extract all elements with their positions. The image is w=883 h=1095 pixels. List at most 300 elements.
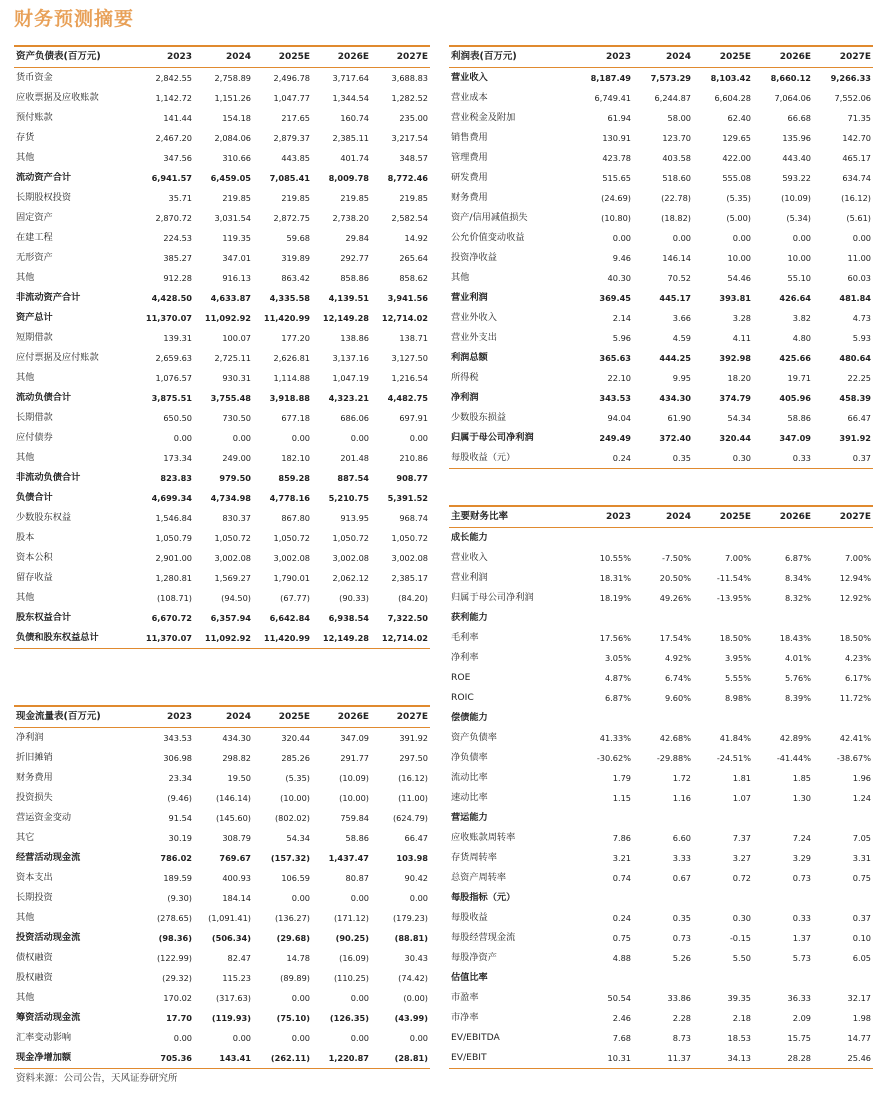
row-value: 385.27	[163, 253, 192, 263]
row-value: 2,385.11	[332, 133, 369, 143]
row-value: 0.30	[732, 913, 751, 923]
row-value: 7.05	[852, 833, 871, 843]
table-row	[14, 128, 430, 148]
row-value: 365.63	[599, 353, 631, 363]
row-value: 71.35	[847, 113, 871, 123]
row-value: 177.20	[281, 333, 310, 343]
row-value: 0.24	[612, 913, 631, 923]
table-header	[449, 506, 873, 528]
row-value: 1,344.54	[332, 93, 369, 103]
table-row	[14, 768, 430, 788]
row-value	[753, 888, 813, 908]
header-year: 2025E	[253, 706, 312, 728]
row-value: 374.79	[719, 393, 751, 403]
row-value: 1,050.79	[155, 533, 192, 543]
row-value: 4,633.87	[210, 293, 251, 303]
row-label: 财务费用	[16, 772, 53, 783]
row-value: 0.75	[852, 873, 871, 883]
row-value: 2,385.17	[391, 573, 428, 583]
row-value: 308.79	[222, 833, 251, 843]
row-value: 2,901.00	[155, 553, 192, 563]
row-label: 净利润	[451, 392, 479, 403]
row-value: (24.69)	[601, 193, 631, 203]
row-label: 资产总计	[16, 312, 53, 323]
row-value: 11,420.99	[263, 313, 310, 323]
row-value: 4.01%	[784, 653, 811, 663]
table-row	[14, 428, 430, 448]
row-value: 23.34	[168, 773, 192, 783]
table-row	[449, 1048, 873, 1069]
table-row	[14, 228, 430, 248]
row-value: -0.15	[729, 933, 751, 943]
source-note: 资料来源：公司公告，天风证券研究所	[16, 1073, 178, 1084]
row-label: 营业利润	[451, 572, 488, 583]
header-title: 利润表(百万元)	[449, 46, 573, 68]
table-row	[449, 948, 873, 968]
row-value: 41.84%	[719, 733, 751, 743]
header-year: 2023	[135, 706, 194, 728]
row-value: 182.10	[281, 453, 310, 463]
row-value: 3.66	[672, 313, 691, 323]
row-value: 3.33	[672, 853, 691, 863]
row-value: (146.14)	[215, 793, 251, 803]
row-value: 908.77	[396, 473, 428, 483]
row-value: 12.92%	[839, 593, 871, 603]
row-label: 每股指标（元）	[451, 892, 516, 903]
row-value: 160.74	[340, 113, 369, 123]
row-value: 393.81	[719, 293, 751, 303]
row-value: 8.73	[672, 1033, 691, 1043]
row-value: 30.43	[404, 953, 428, 963]
row-value: (89.89)	[280, 973, 310, 983]
row-value: 3,755.48	[210, 393, 251, 403]
row-value: (98.36)	[158, 933, 192, 943]
table-row	[449, 928, 873, 948]
row-value: 54.34	[286, 833, 310, 843]
table-row	[449, 828, 873, 848]
row-value: 12.94%	[839, 573, 871, 583]
row-value: 5,210.75	[328, 493, 369, 503]
row-value: 2,084.06	[214, 133, 251, 143]
row-value: 444.25	[659, 353, 691, 363]
table-row	[14, 308, 430, 328]
row-value: 0.35	[633, 448, 693, 469]
header-year: 2026E	[312, 46, 371, 68]
row-value: 6,357.94	[210, 613, 251, 623]
row-value: 1,546.84	[155, 513, 192, 523]
row-value: (9.46)	[167, 793, 192, 803]
row-value: 4,428.50	[151, 293, 192, 303]
row-value: 90.42	[404, 873, 428, 883]
row-value: 34.13	[693, 1048, 753, 1069]
row-value: 2,062.12	[332, 573, 369, 583]
row-value: 8.32%	[784, 593, 811, 603]
row-value: 1,050.72	[391, 533, 428, 543]
table-row	[449, 168, 873, 188]
row-value	[813, 968, 873, 988]
row-label: 固定资产	[16, 212, 53, 223]
row-value: 8,772.46	[387, 173, 428, 183]
row-label: 每股经营现金流	[451, 932, 516, 943]
row-value: 103.98	[396, 853, 428, 863]
row-value: 130.91	[602, 133, 631, 143]
table-row	[14, 848, 430, 868]
table-row	[449, 188, 873, 208]
row-value	[633, 708, 693, 728]
row-label: EV/EBIT	[449, 1048, 573, 1069]
row-value: 7.68	[612, 1033, 631, 1043]
row-value: 11.37	[633, 1048, 693, 1069]
row-value: 3.28	[732, 313, 751, 323]
row-value: 1.98	[852, 1013, 871, 1023]
row-label: 货币资金	[16, 72, 53, 83]
row-value: 4,482.75	[387, 393, 428, 403]
row-value: 593.22	[782, 173, 811, 183]
row-value: 7.00%	[844, 553, 871, 563]
row-value	[693, 888, 753, 908]
row-value: 423.78	[602, 153, 631, 163]
row-value: 184.14	[222, 893, 251, 903]
row-value: 7,064.06	[774, 93, 811, 103]
row-value: 443.40	[782, 153, 811, 163]
row-value: 249.00	[222, 453, 251, 463]
row-value: 1.30	[792, 793, 811, 803]
table-row	[14, 988, 430, 1008]
row-value: 10.00	[727, 253, 751, 263]
row-value: 823.83	[160, 473, 192, 483]
row-label: 归属于母公司净利润	[451, 592, 534, 603]
row-value: 4.23%	[844, 653, 871, 663]
row-label: 营业收入	[451, 72, 488, 83]
row-label: 长期股权投资	[16, 192, 72, 203]
row-value: (16.12)	[398, 773, 428, 783]
row-value: 4.92%	[664, 653, 691, 663]
row-value: 1,280.81	[155, 573, 192, 583]
row-value: 1,050.72	[214, 533, 251, 543]
row-value: 1.81	[732, 773, 751, 783]
row-label: 管理费用	[451, 152, 488, 163]
row-value: 1.24	[852, 793, 871, 803]
row-value	[813, 888, 873, 908]
table-row	[14, 348, 430, 368]
row-value: 297.50	[399, 753, 428, 763]
row-value: (145.60)	[215, 813, 251, 823]
row-value: 42.41%	[839, 733, 871, 743]
row-value: 0.00	[232, 1033, 251, 1043]
row-value: 1,437.47	[328, 853, 369, 863]
table-row	[14, 1028, 430, 1048]
row-value: 769.67	[219, 853, 251, 863]
row-value: 347.09	[340, 733, 369, 743]
row-value: 6,941.57	[151, 173, 192, 183]
table-row	[449, 968, 873, 988]
row-value: 0.30	[693, 448, 753, 469]
table-row	[14, 608, 430, 628]
row-value: 6.74%	[664, 673, 691, 683]
table-row	[449, 208, 873, 228]
table-row	[449, 688, 873, 708]
row-label: 应收账款周转率	[451, 832, 516, 843]
row-value: 705.36	[135, 1048, 194, 1069]
row-value: 0.67	[672, 873, 691, 883]
row-value: 422.00	[722, 153, 751, 163]
row-value: (16.09)	[339, 953, 369, 963]
row-value: 3,031.54	[214, 213, 251, 223]
row-value: 219.85	[281, 193, 310, 203]
row-label: 负债和股东权益总计	[14, 628, 135, 649]
row-value	[813, 808, 873, 828]
row-label: 短期借款	[16, 332, 53, 343]
row-label: ROE	[451, 672, 471, 683]
row-value: 401.74	[340, 153, 369, 163]
row-label: 营业外支出	[451, 332, 497, 343]
row-value: (5.34)	[786, 213, 811, 223]
row-value: 141.44	[163, 113, 192, 123]
row-value: 12,149.28	[322, 313, 369, 323]
row-value: 292.77	[340, 253, 369, 263]
table-row	[449, 228, 873, 248]
cash-flow-table	[14, 705, 430, 1069]
row-label: 应付债券	[16, 432, 53, 443]
row-label: 股本	[16, 532, 35, 543]
row-value: 139.31	[163, 333, 192, 343]
row-label: 每股净资产	[451, 952, 497, 963]
table-row	[449, 528, 873, 549]
row-value: 968.74	[399, 513, 428, 523]
row-label: 每股收益（元）	[449, 448, 573, 469]
row-value: 0.72	[732, 873, 751, 883]
row-label: 毛利率	[451, 632, 479, 643]
row-value: 867.80	[281, 513, 310, 523]
row-value: (90.33)	[339, 593, 369, 603]
row-value: 0.00	[291, 993, 310, 1003]
row-value: 0.00	[409, 1033, 428, 1043]
row-value: 0.00	[350, 1033, 369, 1043]
row-value	[633, 528, 693, 549]
row-value: 19.71	[787, 373, 811, 383]
row-value: (10.00)	[280, 793, 310, 803]
row-value: 0.00	[612, 233, 631, 243]
row-value: 1.79	[612, 773, 631, 783]
header-year: 2024	[194, 46, 253, 68]
row-label: 速动比率	[451, 792, 488, 803]
row-value: (75.10)	[276, 1013, 310, 1023]
row-value: 2.46	[612, 1013, 631, 1023]
row-value: 55.10	[787, 273, 811, 283]
row-value: 0.33	[753, 448, 813, 469]
row-value: 210.86	[399, 453, 428, 463]
row-value: (108.71)	[156, 593, 192, 603]
row-value: 61.94	[607, 113, 631, 123]
row-value: (262.11)	[253, 1048, 312, 1069]
row-value: 1.37	[792, 933, 811, 943]
row-value: 15.75	[787, 1033, 811, 1043]
header-year: 2023	[573, 506, 633, 528]
row-value: 1.15	[612, 793, 631, 803]
row-value: 0.00	[173, 1033, 192, 1043]
table-header	[14, 706, 430, 728]
row-value: (43.99)	[394, 1013, 428, 1023]
row-value: 347.09	[779, 433, 811, 443]
row-value: 481.84	[839, 293, 871, 303]
table-row	[14, 288, 430, 308]
row-value: 5.73	[792, 953, 811, 963]
table-row	[449, 148, 873, 168]
row-value: (10.09)	[339, 773, 369, 783]
row-value: (122.99)	[156, 953, 192, 963]
row-label: 公允价值变动收益	[451, 232, 525, 243]
row-value: 1.16	[672, 793, 691, 803]
row-value: -29.88%	[656, 753, 691, 763]
row-value: 6.87%	[604, 693, 631, 703]
row-value: 22.25	[847, 373, 871, 383]
row-value: 66.68	[787, 113, 811, 123]
row-value: 863.42	[281, 273, 310, 283]
row-label: 总资产周转率	[451, 872, 507, 883]
row-value: (179.23)	[392, 913, 428, 923]
row-value: 0.00	[350, 433, 369, 443]
row-label: 股东权益合计	[16, 612, 72, 623]
row-value: 11,092.92	[204, 313, 251, 323]
row-value: 786.02	[160, 853, 192, 863]
row-value: 347.01	[222, 253, 251, 263]
row-value: 7.37	[732, 833, 751, 843]
row-label: 资本支出	[16, 872, 53, 883]
row-value: -13.95%	[716, 593, 751, 603]
row-value	[753, 708, 813, 728]
row-value: (0.00)	[403, 993, 428, 1003]
row-value: 9.95	[672, 373, 691, 383]
row-value: 25.46	[813, 1048, 873, 1069]
financial-ratios-table	[449, 505, 873, 1069]
table-row	[14, 488, 430, 508]
row-value: 7,552.06	[834, 93, 871, 103]
row-value: 9,266.33	[830, 73, 871, 83]
row-value: 0.75	[612, 933, 631, 943]
table-row	[14, 468, 430, 488]
row-value: 7,573.29	[650, 73, 691, 83]
row-value: 66.47	[847, 413, 871, 423]
row-label: 存货	[16, 132, 35, 143]
table-row	[14, 628, 430, 649]
table-row	[449, 888, 873, 908]
row-value	[753, 968, 813, 988]
row-label: 估值比率	[451, 972, 488, 983]
row-value: 54.34	[727, 413, 751, 423]
row-value: 677.18	[281, 413, 310, 423]
row-value: 100.07	[222, 333, 251, 343]
row-value: 730.50	[222, 413, 251, 423]
row-value: 0.24	[573, 448, 633, 469]
row-value: 29.84	[345, 233, 369, 243]
row-value: 405.96	[779, 393, 811, 403]
table-row	[449, 588, 873, 608]
row-value: 1.72	[672, 773, 691, 783]
row-label: 资本公积	[16, 552, 53, 563]
row-value: 219.85	[340, 193, 369, 203]
row-value: 6.05	[852, 953, 871, 963]
row-label: 营业收入	[451, 552, 488, 563]
table-row	[449, 748, 873, 768]
header-year: 2024	[194, 706, 253, 728]
row-value: 3.21	[612, 853, 631, 863]
header-year: 2025E	[693, 46, 753, 68]
table-row	[449, 788, 873, 808]
header-year: 2025E	[253, 46, 312, 68]
row-label: 流动比率	[451, 772, 488, 783]
row-value: 859.28	[278, 473, 310, 483]
row-value: 8.98%	[724, 693, 751, 703]
header-year: 2024	[633, 46, 693, 68]
row-value: 58.00	[667, 113, 691, 123]
row-value: 249.49	[599, 433, 631, 443]
row-value: 106.59	[281, 873, 310, 883]
row-value: (624.79)	[392, 813, 428, 823]
header-year: 2026E	[753, 46, 813, 68]
row-label: 长期借款	[16, 412, 53, 423]
header-year: 2025E	[693, 506, 753, 528]
row-label: 每股收益	[451, 912, 488, 923]
row-value: 91.54	[168, 813, 192, 823]
row-value	[693, 808, 753, 828]
row-value: 22.10	[607, 373, 631, 383]
row-value: 6,938.54	[328, 613, 369, 623]
table-row	[449, 728, 873, 748]
table-row	[449, 648, 873, 668]
row-value: 0.00	[732, 233, 751, 243]
table-row	[14, 408, 430, 428]
row-value: 515.65	[602, 173, 631, 183]
row-label: 财务费用	[451, 192, 488, 203]
row-value: 2,582.54	[391, 213, 428, 223]
row-value: 49.26%	[659, 593, 691, 603]
table-row	[449, 428, 873, 448]
table-row	[449, 628, 873, 648]
table-row	[14, 248, 430, 268]
row-value: 18.50%	[719, 633, 751, 643]
row-label: 营业成本	[451, 92, 488, 103]
row-value: (506.34)	[211, 933, 251, 943]
row-value: 11.72%	[839, 693, 871, 703]
row-value: 20.50%	[659, 573, 691, 583]
table-row	[14, 568, 430, 588]
row-value: 3.31	[852, 853, 871, 863]
table-row	[14, 528, 430, 548]
row-value: 138.71	[399, 333, 428, 343]
row-value: 400.93	[222, 873, 251, 883]
row-label: 在建工程	[16, 232, 53, 243]
row-value: 697.91	[399, 413, 428, 423]
row-value: 2,725.11	[214, 353, 251, 363]
table-row	[14, 508, 430, 528]
row-value: 12,714.02	[381, 313, 428, 323]
table-row	[449, 448, 873, 469]
header-year: 2024	[633, 506, 693, 528]
row-value: 3,875.51	[151, 393, 192, 403]
row-value: 11,370.07	[135, 628, 194, 649]
row-value	[573, 528, 633, 549]
row-value: 201.48	[340, 453, 369, 463]
row-value	[693, 528, 753, 549]
row-value	[753, 608, 813, 628]
row-value: 0.37	[813, 448, 873, 469]
row-value: 3,002.08	[391, 553, 428, 563]
row-value: 146.14	[662, 253, 691, 263]
row-value: 1,047.19	[332, 373, 369, 383]
row-value: 858.62	[399, 273, 428, 283]
row-value: 173.34	[163, 453, 192, 463]
row-value: 7.86	[612, 833, 631, 843]
